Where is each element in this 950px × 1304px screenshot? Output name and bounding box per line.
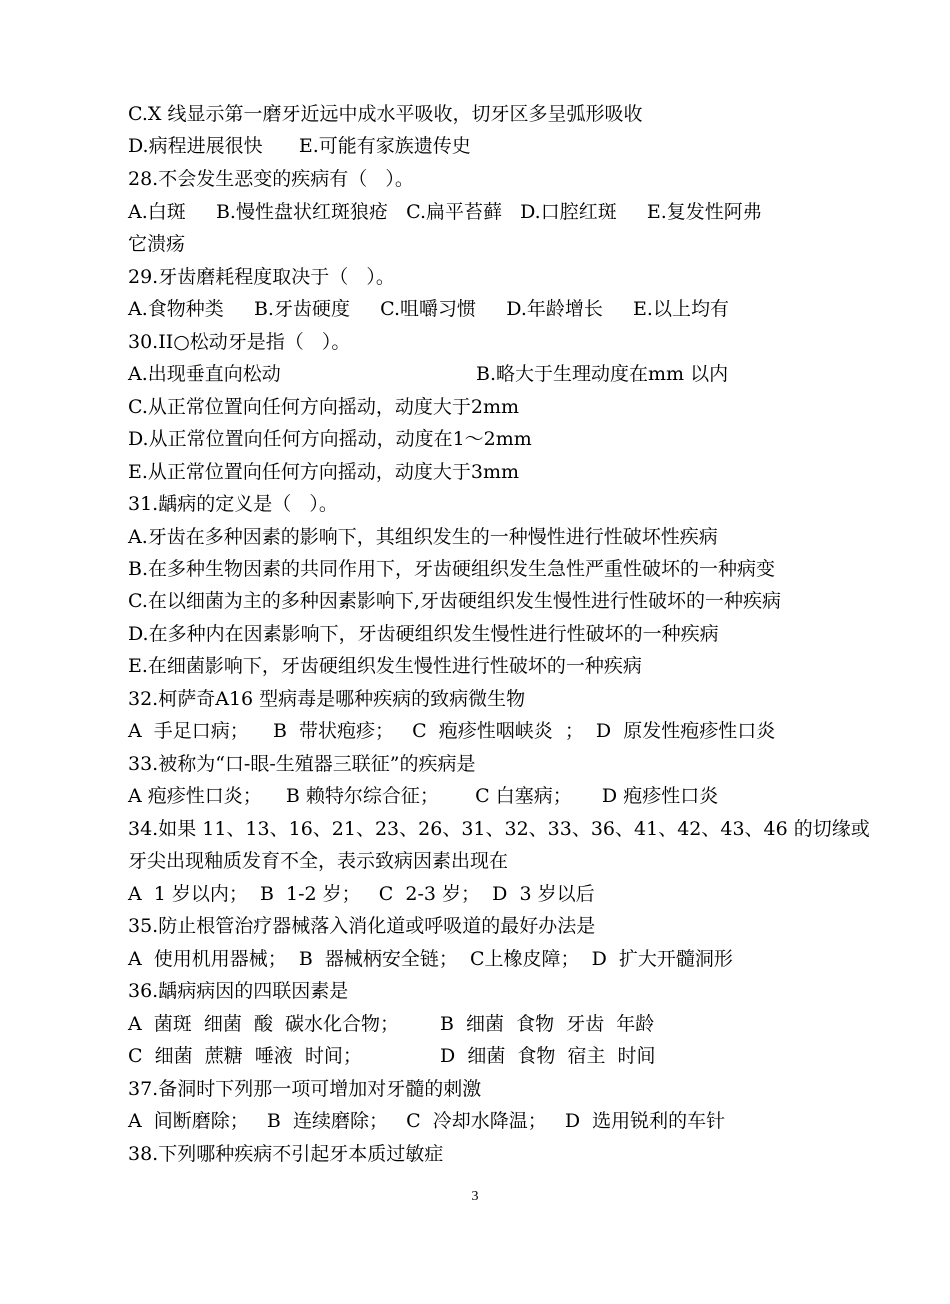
text-column-left: A 菌斑 细菌 酸 碳水化合物； [128, 1013, 400, 1035]
text-line: A.食物种类 B.牙齿硬度 C.咀嚼习惯 D.年龄增长 E.以上均有 [128, 298, 729, 320]
text-line: C.从正常位置向任何方向摇动，动度大于2mm [128, 396, 520, 418]
text-line: 34.如果 11、13、16、21、23、26、31、32、33、36、41、42、43、46 的切缘或 [128, 818, 870, 840]
text-line: 37.备洞时下列那一项可增加对牙髓的刺激 [128, 1078, 482, 1100]
text-line: E.从正常位置向任何方向摇动，动度大于3mm [128, 461, 520, 483]
text-line: 38.下列哪种疾病不引起牙本质过敏症 [128, 1143, 444, 1165]
text-line [128, 362, 828, 386]
page-number: 3 [471, 1189, 479, 1204]
text-line: D.病程进展很快 E.可能有家族遗传史 [128, 135, 471, 157]
text-line: 它溃疡 [128, 233, 186, 255]
text-line: E.在细菌影响下，牙齿硬组织发生慢性进行性破坏的一种疾病 [128, 655, 642, 677]
text-column-left: C 细菌 蔗糖 唾液 时间； [128, 1045, 362, 1067]
text-line: A 疱疹性口炎； B 赖特尔综合征； C 白塞病； D 疱疹性口炎 [128, 785, 719, 807]
text-line: 36.龋病病因的四联因素是 [128, 980, 349, 1002]
text-line: 28.不会发生恶变的疾病有（ ）。 [128, 168, 414, 190]
text-line [128, 1012, 828, 1036]
text-line: 牙尖出现釉质发育不全，表示致病因素出现在 [128, 850, 509, 872]
text-line: A.白斑 B.慢性盘状红斑狼疮 C.扁平苔藓 D.口腔红斑 E.复发性阿弗 [128, 201, 762, 223]
text-line: 35.防止根管治疗器械落入消化道或呼吸道的最好办法是 [128, 915, 596, 937]
text-line: A 使用机用器械； B 器械柄安全链； C上橡皮障； D 扩大开髓洞形 [128, 948, 733, 970]
text-line: 32.柯萨奇A16 型病毒是哪种疾病的致病微生物 [128, 688, 526, 710]
text-line: C.在以细菌为主的多种因素影响下,牙齿硬组织发生慢性进行性破坏的一种疾病 [128, 590, 781, 612]
text-line: A 间断磨除； B 连续磨除； C 冷却水降温； D 选用锐利的车针 [128, 1110, 726, 1132]
text-column-right: B 细菌 食物 牙齿 年龄 [440, 1013, 655, 1035]
text-line: A 手足口病； B 带状疱疹； C 疱疹性咽峡炎 ； D 原发性疱疹性口炎 [128, 720, 776, 742]
text-column-right: D 细菌 食物 宿主 时间 [440, 1045, 656, 1067]
text-line: D.从正常位置向任何方向摇动，动度在1～2mm [128, 428, 532, 450]
text-line: A 1 岁以内； B 1-2 岁； C 2-3 岁； D 3 岁以后 [128, 883, 595, 905]
text-line: 31.龋病的定义是（ ）。 [128, 493, 338, 515]
text-column-left: A.出现垂直向松动 [128, 363, 281, 385]
text-line [128, 1044, 828, 1068]
text-line: B.在多种生物因素的共同作用下，牙齿硬组织发生急性严重性破坏的一种病变 [128, 558, 776, 580]
text-line: 33.被称为“口-眼-生殖器三联征”的疾病是 [128, 753, 476, 775]
text-line: 29.牙齿磨耗程度取决于（ ）。 [128, 266, 395, 288]
text-line: A.牙齿在多种因素的影响下，其组织发生的一种慢性进行性破坏性疾病 [128, 526, 718, 548]
text-column-right: B.略大于生理动度在mm 以内 [476, 363, 729, 385]
text-line: C.X 线显示第一磨牙近远中成水平吸收，切牙区多呈弧形吸收 [128, 103, 643, 125]
text-line: 30.II○松动牙是指（ ）。 [128, 331, 351, 353]
text-line: D.在多种内在因素影响下，牙齿硬组织发生慢性进行性破坏的一种疾病 [128, 623, 719, 645]
